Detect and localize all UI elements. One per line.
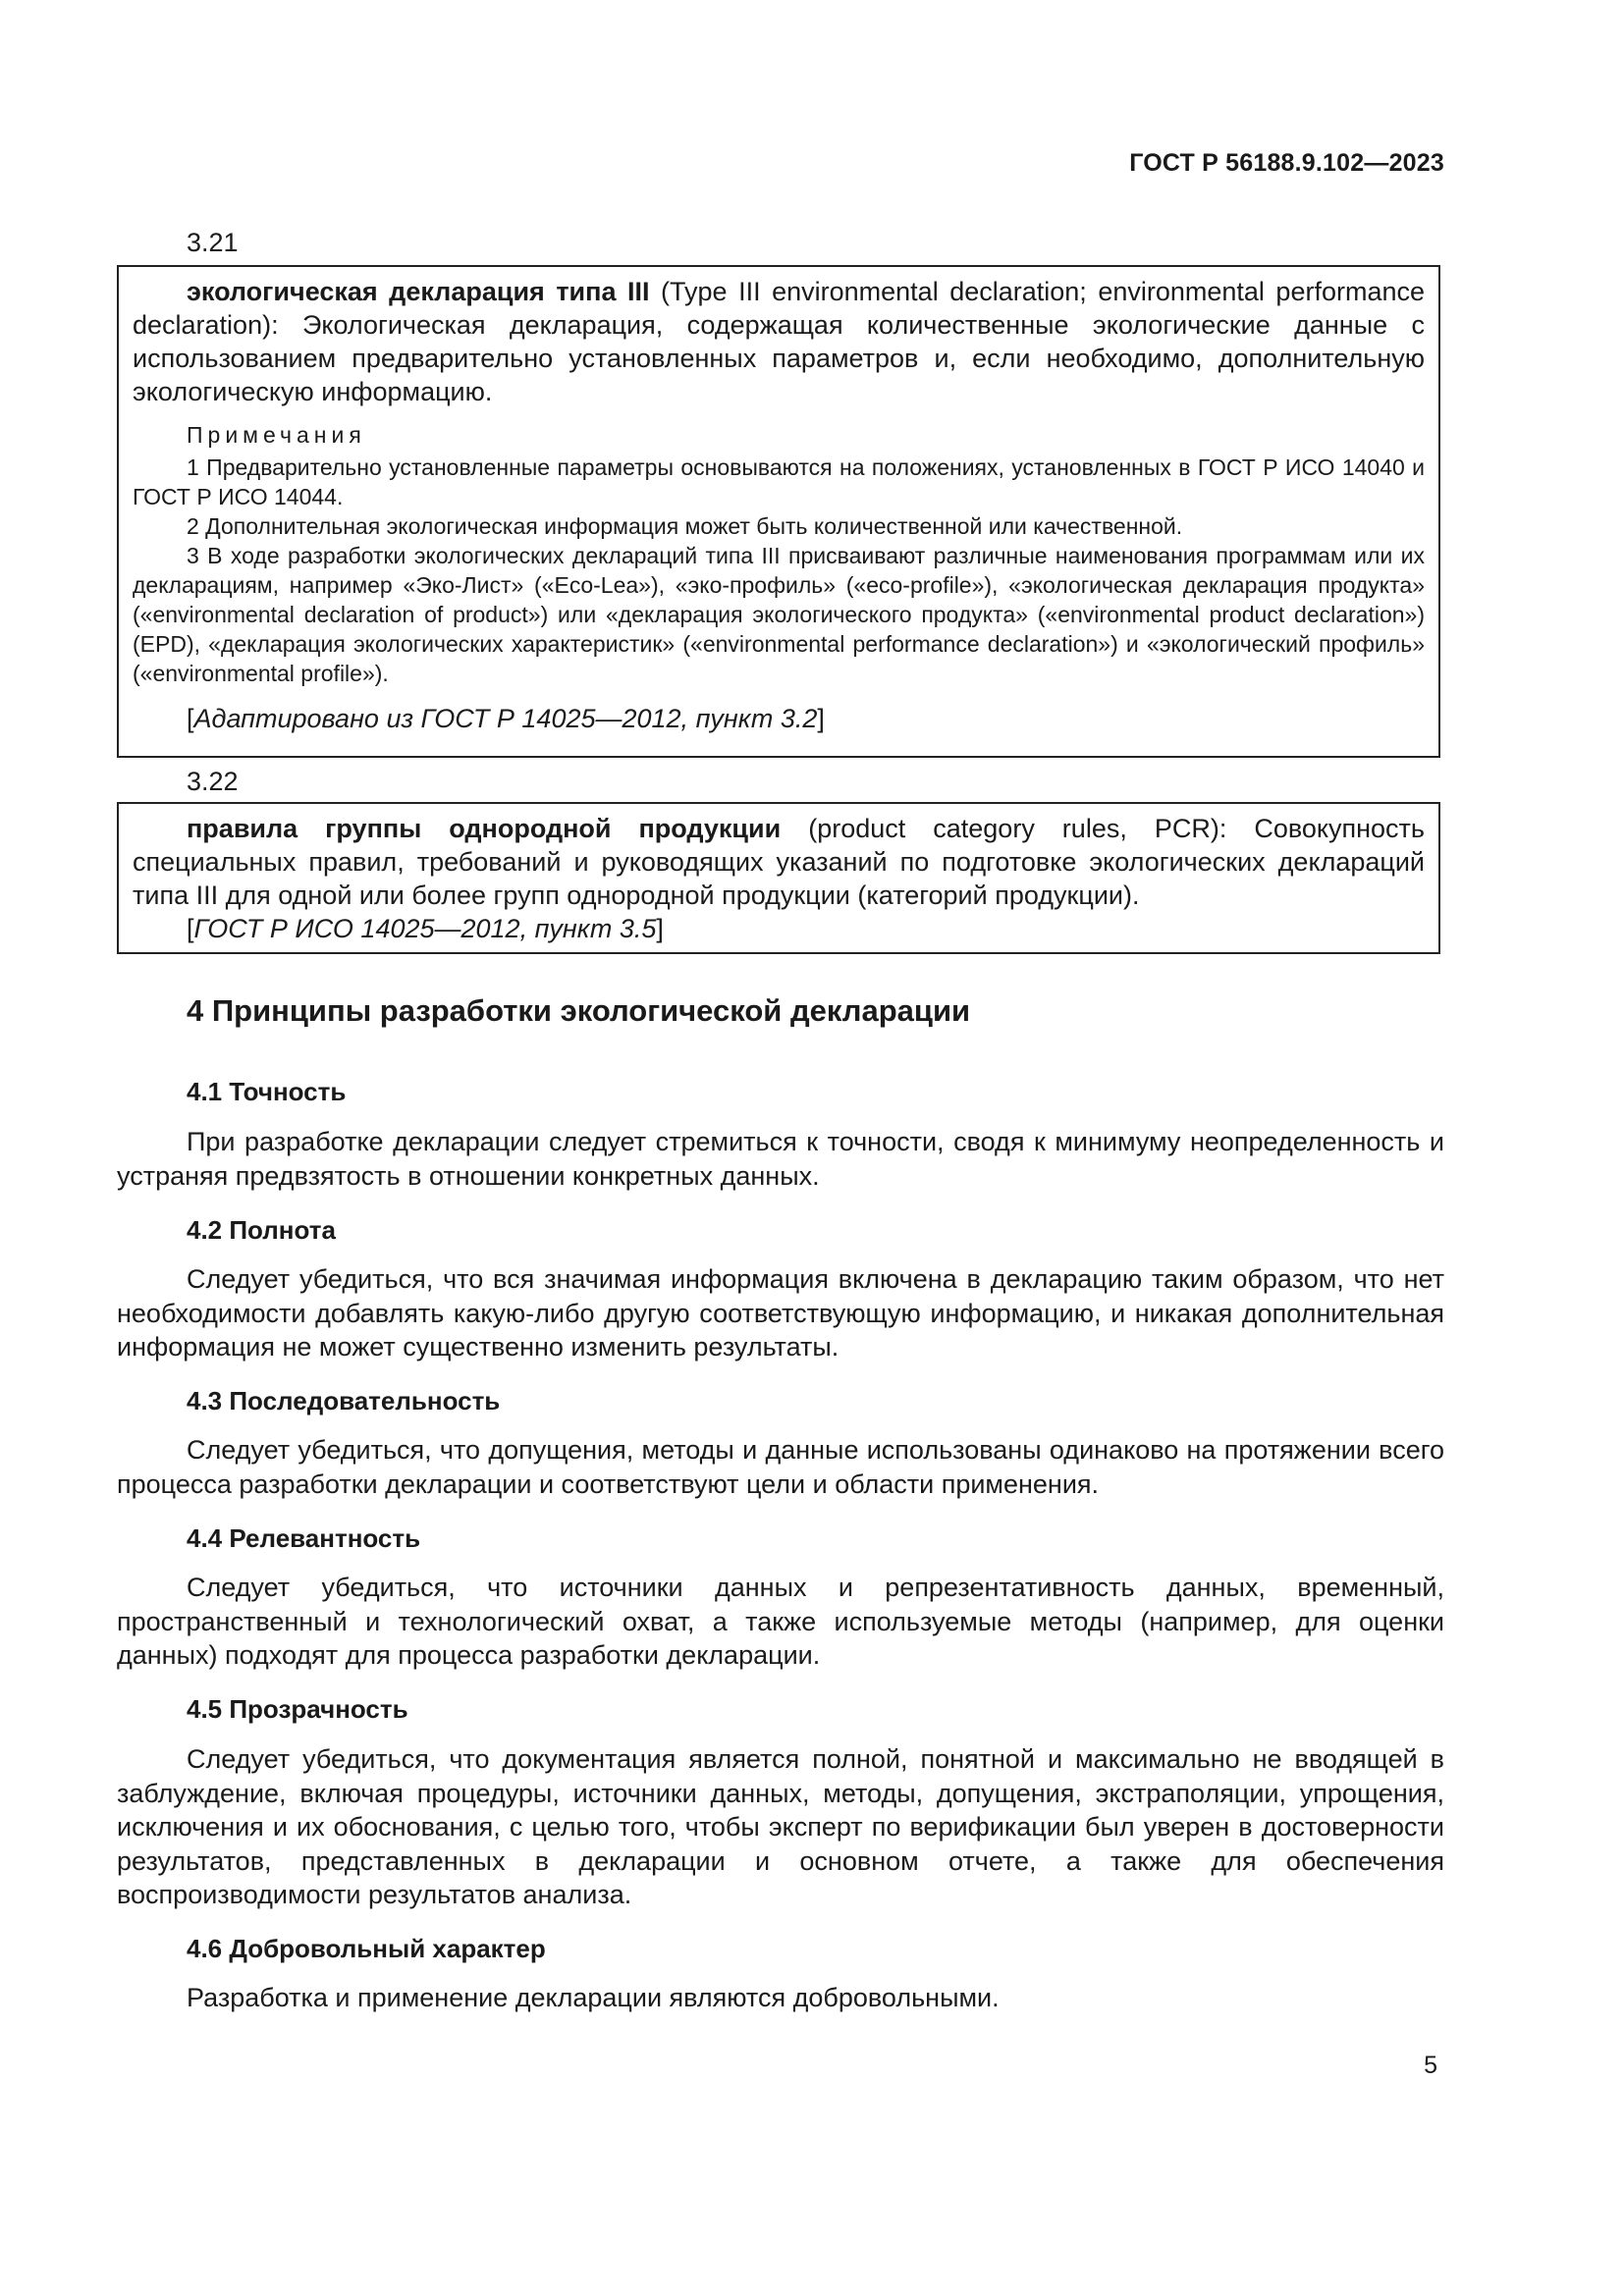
term-name: экологическая декларация типа III [187, 277, 650, 306]
subsection-text: Разработка и применение декларации являются добровольными. [187, 1983, 1000, 2012]
term-number: 3.22 [187, 767, 239, 796]
source-bracket: ] [817, 704, 825, 733]
note-2: 2 Дополнительная экологическая информация может быть количественной или качественной. [187, 513, 1183, 539]
note-1: 1 Предварительно установленные параметры основываются на положениях, установленных в ГОСТ Р ИСО 14040 и ГОСТ Р ИСО 14044. [133, 454, 1425, 509]
subsection-heading: 4.1 Точность [187, 1077, 347, 1106]
term-number: 3.21 [187, 228, 239, 257]
term-definition [133, 275, 1425, 408]
source-reference: ГОСТ Р ИСО 14025—2012, пункт 3.5 [193, 914, 657, 943]
subsection-text: Следует убедиться, что допущения, методы и данные использованы одинаково на протяжении всего процесса разработки декларации и соответствуют цели и области применения. [117, 1435, 1444, 1499]
term-definition-text: (Type III environmental declaration; environmental performance declaration): Экологическая декларация, содержащая количественные экологические данные с использованием предварительно установленных параметров и, если необходимо, дополнительную экологическую информацию. [133, 277, 1426, 406]
source-bracket: ] [656, 914, 664, 943]
term-source [187, 912, 1425, 945]
note-3: 3 В ходе разработки экологических деклараций типа III присваивают различные наименования программам или их декларациям, например «Эко-Лист» («Eco-Lea»), «эко-профиль» («eco-profile»), «экологическая декларация продукта» («environmental declaration of product») или «декларация экологического продукта» («environmental product declaration») (EPD), «декларация экологических характеристик» («environmental performance declaration») и «экологический профиль» («environmental profile»). [133, 543, 1425, 686]
notes-title: Примечания [187, 422, 366, 448]
subsection-text: Следует убедиться, что источники данных и репрезентативность данных, временный, пространственный и технологический охват, а также используемые методы (например, для оценки данных) подходят для процесса разработки декларации. [117, 1573, 1444, 1670]
subsection-heading: 4.6 Добровольный характер [187, 1934, 546, 1963]
subsection-heading: 4.4 Релевантность [187, 1523, 421, 1553]
subsection-heading: 4.3 Последовательность [187, 1386, 501, 1415]
subsection-text: Следует убедиться, что документация является полной, понятной и максимально не вводящей в заблуждение, включая процедуры, источники данных, методы, допущения, экстраполяции, упрощения, исключения и их обоснования, с целью того, чтобы эксперт по верификации был уверен в достоверности результатов, представленных в декларации и основном отчете, а также для обеспечения воспроизводимости результатов анализа. [117, 1744, 1444, 1909]
document-code: ГОСТ Р 56188.9.102—2023 [1129, 149, 1444, 177]
term-definition-text: (product category rules, PCR): Совокупность специальных правил, требований и руководящих указаний по подготовке экологических деклараций типа III для одной или более групп однородной продукции (категорий продукции). [133, 814, 1425, 910]
source-bracket: [ [187, 704, 194, 733]
term-definition-box [117, 265, 1440, 758]
subsection-text: Следует убедиться, что вся значимая информация включена в декларацию таким образом, что нет необходимости добавлять какую-либо другую соответствующую информацию, и никакая дополнительная информация не может существенно изменить результаты. [117, 1264, 1444, 1362]
section-heading: 4 Принципы разработки экологической декларации [187, 993, 971, 1028]
term-definition-box [117, 802, 1440, 954]
term-source [187, 702, 1425, 735]
subsection-text: При разработке декларации следует стремиться к точности, сводя к минимуму неопределенность и устраняя предвзятость в отношении конкретных данных. [117, 1127, 1444, 1191]
source-reference: Адаптировано из ГОСТ Р 14025—2012, пункт 3.2 [193, 704, 818, 733]
subsection-heading: 4.2 Полнота [187, 1215, 336, 1245]
term-name: правила группы однородной продукции [187, 814, 782, 843]
page-number: 5 [1424, 2052, 1437, 2079]
term-definition [133, 812, 1425, 912]
source-bracket: [ [187, 914, 194, 943]
subsection-heading: 4.5 Прозрачность [187, 1694, 408, 1724]
